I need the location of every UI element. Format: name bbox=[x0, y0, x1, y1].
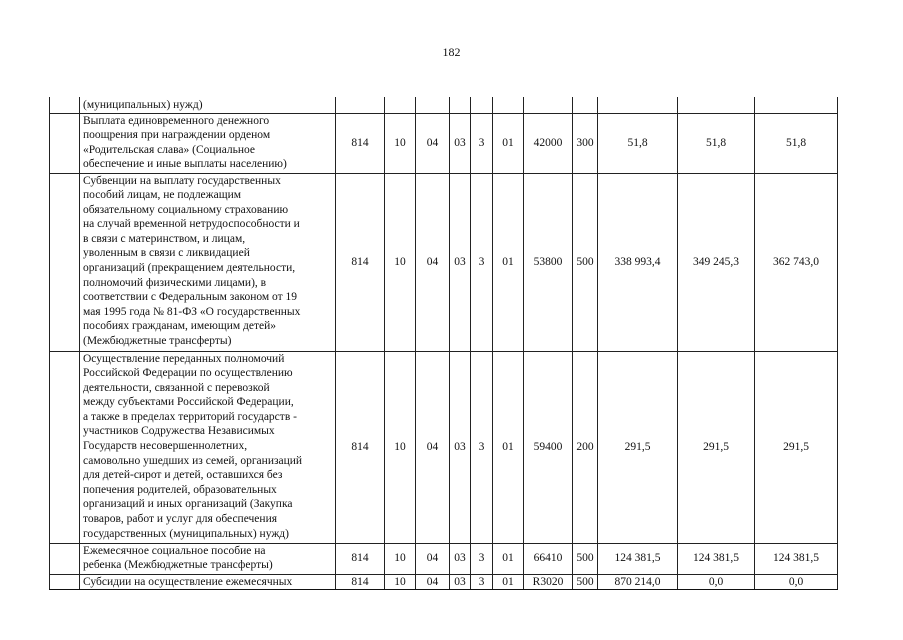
section-code-cell: 10 bbox=[385, 113, 416, 173]
expense-type-code-cell: 300 bbox=[573, 113, 598, 173]
budget-table bbox=[49, 97, 838, 590]
expense-type-code-cell bbox=[573, 97, 598, 113]
section-code-cell: 10 bbox=[385, 173, 416, 351]
description-cell bbox=[80, 574, 336, 590]
description-line: Ежемесячное социальное пособие на bbox=[83, 544, 266, 557]
section-code-cell: 10 bbox=[385, 543, 416, 574]
amount-year-1-cell: 291,5 bbox=[598, 351, 678, 543]
amount-year-2-cell: 51,8 bbox=[678, 113, 755, 173]
amount-year-1-cell bbox=[598, 97, 678, 113]
table-row bbox=[50, 543, 838, 574]
amount-year-2-cell bbox=[678, 97, 755, 113]
ministry-code-cell: 814 bbox=[336, 113, 385, 173]
description-line: Выплата единовременного денежного bbox=[83, 114, 270, 127]
amount-year-3-cell: 362 743,0 bbox=[755, 173, 838, 351]
description-line: деятельности, связанной с перевозкой bbox=[83, 381, 270, 394]
subsection-code-cell: 04 bbox=[416, 574, 450, 590]
subprogram-code-cell bbox=[471, 97, 493, 113]
description-line: (Межбюджетные трансферты) bbox=[83, 335, 232, 348]
ministry-code-cell: 814 bbox=[336, 574, 385, 590]
row-number-cell bbox=[50, 97, 80, 113]
section-code-cell: 10 bbox=[385, 574, 416, 590]
row-number-cell bbox=[50, 113, 80, 173]
description-line: соответствии с Федеральным законом от 19 bbox=[83, 291, 298, 304]
description-line: попечения родителей, образовательных bbox=[83, 483, 277, 496]
description-line: обязательному социальному страхованию bbox=[83, 203, 289, 216]
direction-code-cell: 53800 bbox=[524, 173, 573, 351]
table-row bbox=[50, 574, 838, 590]
amount-year-3-cell bbox=[755, 97, 838, 113]
direction-code-cell: 66410 bbox=[524, 543, 573, 574]
amount-year-1-cell: 51,8 bbox=[598, 113, 678, 173]
description-line: Российской Федерации по осуществлению bbox=[83, 367, 293, 380]
subsection-code-cell: 04 bbox=[416, 113, 450, 173]
expense-type-code-cell: 500 bbox=[573, 574, 598, 590]
ministry-code-cell: 814 bbox=[336, 543, 385, 574]
amount-year-3-cell: 51,8 bbox=[755, 113, 838, 173]
description-line: Субвенции на выплату государственных bbox=[83, 174, 281, 187]
description-cell bbox=[80, 543, 336, 574]
description-line: товаров, работ и услуг для обеспечения bbox=[83, 513, 278, 526]
subprogram-code-cell: 3 bbox=[471, 543, 493, 574]
description-line: самовольно ушедших из семей, организаций bbox=[83, 454, 303, 467]
subsection-code-cell: 04 bbox=[416, 351, 450, 543]
amount-year-2-cell: 0,0 bbox=[678, 574, 755, 590]
amount-year-2-cell: 291,5 bbox=[678, 351, 755, 543]
ministry-code-cell bbox=[336, 97, 385, 113]
table-row bbox=[50, 113, 838, 173]
section-code-cell: 10 bbox=[385, 351, 416, 543]
activity-code-cell: 01 bbox=[493, 543, 524, 574]
activity-code-cell: 01 bbox=[493, 574, 524, 590]
amount-year-1-cell: 870 214,0 bbox=[598, 574, 678, 590]
direction-code-cell: R3020 bbox=[524, 574, 573, 590]
program-code-cell bbox=[450, 97, 471, 113]
description-cell bbox=[80, 351, 336, 543]
row-number-cell bbox=[50, 351, 80, 543]
subsection-code-cell: 04 bbox=[416, 173, 450, 351]
expense-type-code-cell: 500 bbox=[573, 173, 598, 351]
description-line: организаций и иных организаций (Закупка bbox=[83, 498, 293, 511]
amount-year-2-cell: 349 245,3 bbox=[678, 173, 755, 351]
description-line: полномочий физическими лицами), в bbox=[83, 276, 267, 289]
description-line: организаций (прекращением деятельности, bbox=[83, 262, 296, 275]
program-code-cell: 03 bbox=[450, 173, 471, 351]
amount-year-1-cell: 124 381,5 bbox=[598, 543, 678, 574]
subprogram-code-cell: 3 bbox=[471, 574, 493, 590]
expense-type-code-cell: 200 bbox=[573, 351, 598, 543]
row-number-cell bbox=[50, 543, 80, 574]
description-line: между субъектами Российской Федерации, bbox=[83, 396, 294, 409]
program-code-cell: 03 bbox=[450, 113, 471, 173]
description-line: Осуществление переданных полномочий bbox=[83, 352, 285, 365]
subprogram-code-cell: 3 bbox=[471, 113, 493, 173]
direction-code-cell: 42000 bbox=[524, 113, 573, 173]
description-line: «Родительская слава» (Социальное bbox=[83, 143, 256, 156]
subsection-code-cell bbox=[416, 97, 450, 113]
description-line: обеспечение и иные выплаты населению) bbox=[83, 158, 287, 171]
description-line: Государств несовершеннолетних, bbox=[83, 440, 248, 453]
section-code-cell bbox=[385, 97, 416, 113]
description-line: в связи с материнством, и лицам, bbox=[83, 232, 246, 245]
description-line: а также в пределах территорий государств - bbox=[83, 410, 297, 423]
description-line: мая 1995 года № 81-ФЗ «О государственных bbox=[83, 305, 301, 318]
activity-code-cell bbox=[493, 97, 524, 113]
description-line: поощрения при награждении орденом bbox=[83, 129, 271, 142]
subprogram-code-cell: 3 bbox=[471, 351, 493, 543]
description-line: для детей-сирот и детей, оставшихся без bbox=[83, 469, 283, 482]
direction-code-cell: 59400 bbox=[524, 351, 573, 543]
description-line: участников Содружества Независимых bbox=[83, 425, 275, 438]
table-row bbox=[50, 351, 838, 543]
description-cell bbox=[80, 97, 336, 113]
description-line: пособий лицам, не подлежащим bbox=[83, 189, 241, 202]
activity-code-cell: 01 bbox=[493, 173, 524, 351]
page-number: 182 bbox=[442, 45, 461, 59]
description-line: государственных (муниципальных) нужд) bbox=[83, 527, 289, 540]
description-cell bbox=[80, 173, 336, 351]
ministry-code-cell: 814 bbox=[336, 173, 385, 351]
subsection-code-cell: 04 bbox=[416, 543, 450, 574]
amount-year-2-cell: 124 381,5 bbox=[678, 543, 755, 574]
activity-code-cell: 01 bbox=[493, 351, 524, 543]
table-row bbox=[50, 97, 838, 113]
program-code-cell: 03 bbox=[450, 543, 471, 574]
direction-code-cell bbox=[524, 97, 573, 113]
amount-year-3-cell: 0,0 bbox=[755, 574, 838, 590]
expense-type-code-cell: 500 bbox=[573, 543, 598, 574]
description-line: (муниципальных) нужд) bbox=[83, 98, 203, 111]
table-row bbox=[50, 173, 838, 351]
activity-code-cell: 01 bbox=[493, 113, 524, 173]
description-line: на случай временной нетрудоспособности и bbox=[83, 218, 300, 231]
description-line: уволенным в связи с ликвидацией bbox=[83, 247, 250, 260]
ministry-code-cell: 814 bbox=[336, 351, 385, 543]
description-cell bbox=[80, 113, 336, 173]
amount-year-1-cell: 338 993,4 bbox=[598, 173, 678, 351]
subprogram-code-cell: 3 bbox=[471, 173, 493, 351]
program-code-cell: 03 bbox=[450, 574, 471, 590]
row-number-cell bbox=[50, 574, 80, 590]
description-line: Субсидии на осуществление ежемесячных bbox=[83, 575, 293, 588]
program-code-cell: 03 bbox=[450, 351, 471, 543]
amount-year-3-cell: 291,5 bbox=[755, 351, 838, 543]
description-line: пособиях гражданам, имеющим детей» bbox=[83, 320, 277, 333]
row-number-cell bbox=[50, 173, 80, 351]
description-line: ребенка (Межбюджетные трансферты) bbox=[83, 559, 273, 572]
amount-year-3-cell: 124 381,5 bbox=[755, 543, 838, 574]
